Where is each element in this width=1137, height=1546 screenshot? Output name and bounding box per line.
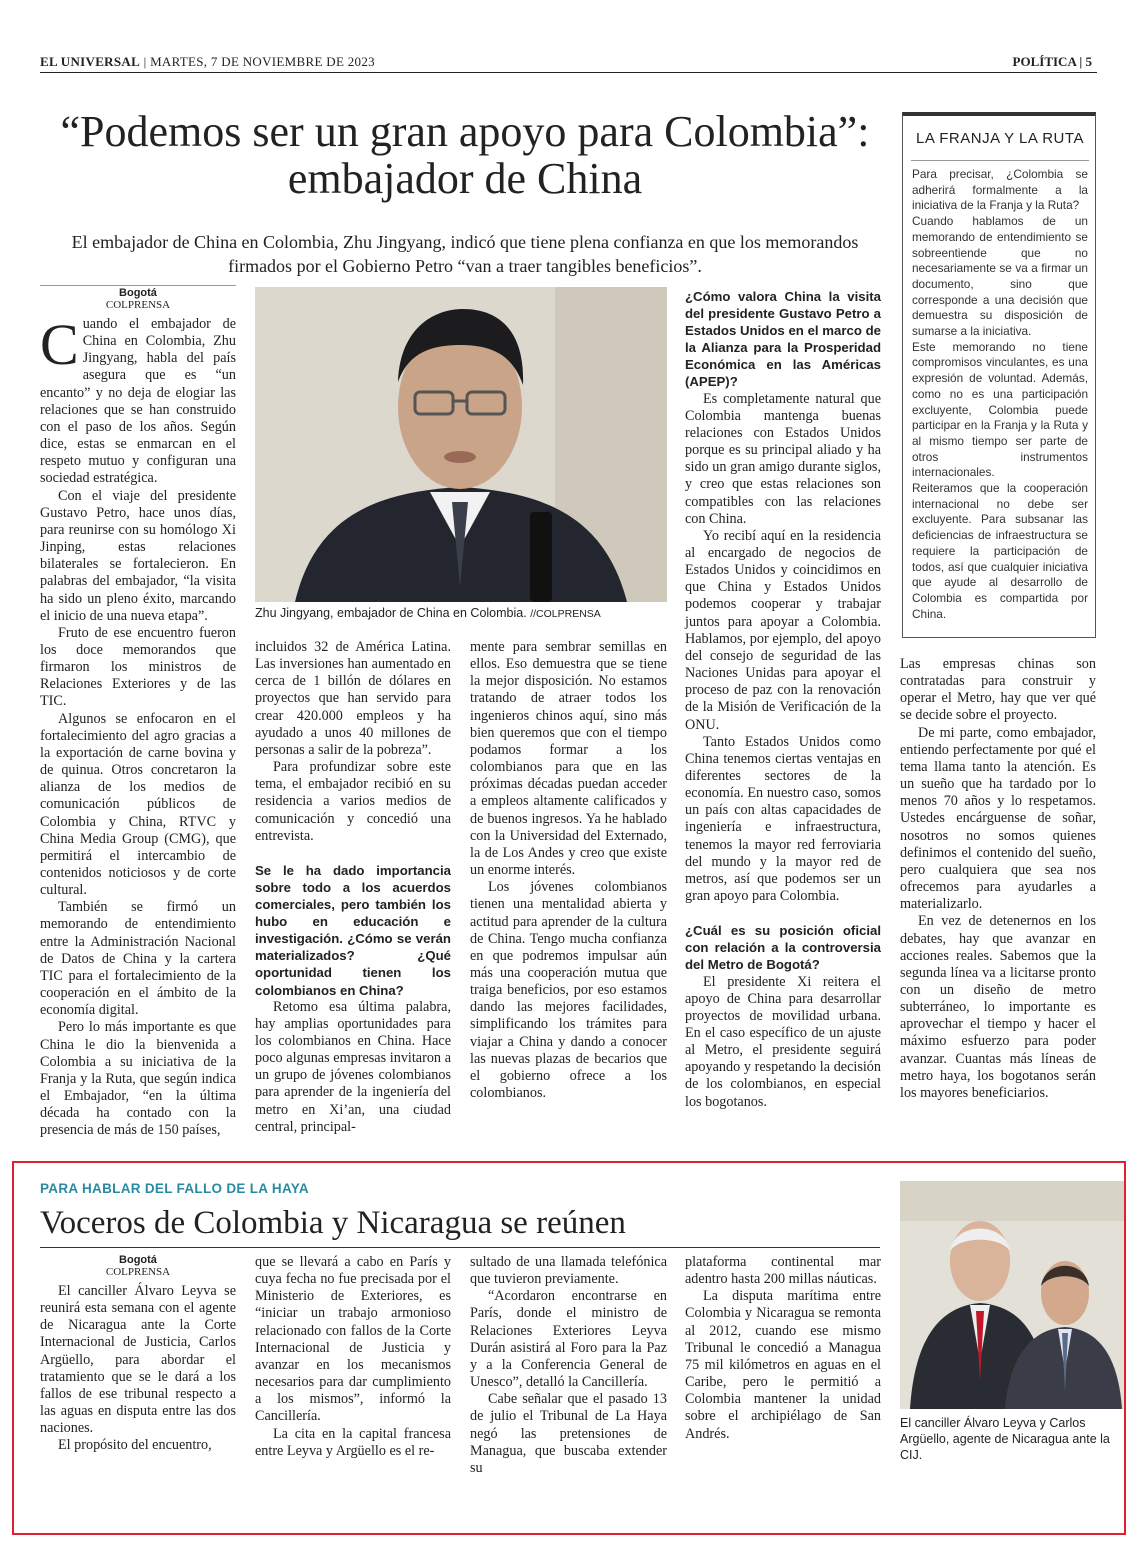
interview-question: ¿Cómo valora China la visita del presidente Gustavo Petro a Estados Unidos en el marco de la Alianza para la Prosperidad Económica en las Américas (APEP)? xyxy=(685,289,881,390)
byline-city: Bogotá xyxy=(119,1254,157,1266)
officials-photo xyxy=(900,1181,1124,1409)
sidebar-answer: Reiteramos que la cooperación internacional no debe ser excluyente. Para subsanar las deficiencias de infraestructura se requiere la participación de todos, así que cualquier iniciativa que ayude al desarrollo de Colombia es compartida por China. xyxy=(912,481,1088,621)
paragraph: El canciller Álvaro Leyva se reunirá esta semana con el agente de Nicaragua ante la Corte Internacional de Justicia, Carlos Argüello, para abordar el tratamiento que se le dará a los fallos de ese tribunal respecto a las aguas en disputa entre las dos naciones. xyxy=(40,1283,236,1437)
paragraph: incluidos 32 de América Latina. Las inversiones han aumentado en cerca de 1 billón de dólares en proyectos que han servido para crear 420.000 empleos y ha ayudado a unos 40 millones de personas a salir de la pobreza”. xyxy=(255,639,451,758)
paragraph: uando el embajador de China en Colombia, Zhu Jingyang, habla del país asegura que es “un encanto” y no deja de elogiar las relaciones que se han construido con el paso de los años. Según dice, estas se enmarcan en el respeto mutuo y configuran una sociedad estratégica. xyxy=(40,316,236,487)
sidebar-answer: Este memorando no tiene compromisos vinculantes, es una expresión de voluntad. Además, como no es una participación excluyente, Colombia puede participar en la Franja y la Ruta y al mismo tiempo ser parte de otros instrumentos internacionales. xyxy=(912,339,1088,480)
column-rule xyxy=(40,285,236,286)
article2-column-4 xyxy=(685,1254,881,1443)
article2-column-2 xyxy=(255,1254,451,1460)
interview-question: ¿Cuál es su posición oficial con relación a la controversia del Metro de Bogotá? xyxy=(685,923,881,973)
paragraph: “Acordaron encontrarse en París, donde el ministro de Relaciones Exteriores Leyva Durán asistirá al Foro para la Paz y a la Conferencia General de Unesco”, detalló la Cancillería. xyxy=(470,1288,667,1391)
edition-date: MARTES, 7 DE NOVIEMBRE DE 2023 xyxy=(150,54,375,69)
article2-column-3 xyxy=(470,1254,667,1477)
photo-caption xyxy=(255,606,670,622)
officials-photo-caption: El canciller Álvaro Leyva y Carlos Argüello, agente de Nicaragua ante la CIJ. xyxy=(900,1416,1110,1462)
article-column-1 xyxy=(40,287,236,1140)
paragraph: Tanto Estados Unidos como China tenemos ciertas ventajas en diferentes sectores de la economía. En nuestro caso, somos un país con altas capacidades de ingeniería e infraestructura, tenemos la mayor red ferroviaria del mundo y la mayor red de metros, así que podemos ser un gran apoyo para Colombia. xyxy=(685,733,881,905)
sidebar-body xyxy=(912,167,1088,622)
officials-illustration xyxy=(900,1181,1124,1409)
sidebar-box xyxy=(902,112,1096,638)
article2-headline: Voceros de Colombia y Nicaragua se reúnen xyxy=(40,1205,626,1241)
page-number: 5 xyxy=(1085,54,1092,69)
sidebar-question: Para precisar, ¿Colombia se adherirá formalmente a la iniciativa de la Franja y la Ruta? xyxy=(912,167,1088,213)
paragraph: Los jóvenes colombianos tienen una mentalidad abierta y actitud para aprender de la cultura de China. Tengo mucha confianza en que podremos impulsar aún más una cooperación mutua que traiga beneficios, por eso estamos dando las mejores facilidades, simplificando los trámites para viajar a China y dando a conocer las nuevas plazas de becarios que el gobierno ofrece a los colombianos. xyxy=(470,879,667,1102)
sidebar-answer: Cuando hablamos de un memorando de entendimiento se sobreentiende que no necesariamente se va a firmar un documento, sino que corresponde a una decisión que demuestra su disposición de sumarse a la iniciativa. xyxy=(912,214,1088,339)
paragraph: Yo recibí aquí en la residencia al encargado de negocios de Estados Unidos y coincidimos en que China y Estados Unidos podemos cooperar y trabajar juntos para apoyar a Colombia. Hablamos, por ejemplo, del apoyo del consejo de seguridad de las Naciones Unidas para apoyar el proceso de paz con la renovación de la Misión de Verificación de la ONU. xyxy=(685,527,881,733)
paragraph: Para profundizar sobre este tema, el embajador recibió en su residencia a varios medios de comunicación y concedió una entrevista. xyxy=(255,759,451,844)
section-label: POLÍTICA | 5 xyxy=(1012,54,1092,69)
paragraph: plataforma continental mar adentro hasta 200 millas náuticas. xyxy=(685,1254,881,1288)
paragraph: Retomo esa última palabra, hay amplias oportunidades para los colombianos en China. Hace poco algunas empresas invitaron a un grupo de jóvenes colombianos para aprender de la ingeniería del metro en Xi’an, una ciudad central, principal- xyxy=(255,998,451,1135)
paragraph: El propósito del encuentro, xyxy=(58,1437,212,1454)
sidebar-title: LA FRANJA Y LA RUTA xyxy=(916,130,1084,147)
byline-agency: COLPRENSA xyxy=(105,1266,171,1278)
byline-city: Bogotá xyxy=(119,287,157,299)
paragraph: Con el viaje del presidente Gustavo Petro, hace unos días, para reunirse con su homólogo Xi Jinping, estas relaciones bilaterales se fortalecieron. En palabras del embajador, “la visita ha sido un pleno éxito, marcando el inicio de una nueva etapa”. xyxy=(40,487,236,624)
paragraph: Las empresas chinas son contratadas para construir y operar el Metro, hay que ver qué se decide sobre el proyecto. xyxy=(900,656,1096,724)
paragraph: que se llevará a cabo en París y cuya fecha no fue precisada por el Ministerio de Exteriores, es “iniciar un trabajo armonioso relacionado con fallos de la Corte Internacional de Justicia y avanzar en los mecanismos necesarios para dar cumplimiento a los mismos”, informó la Cancillería. xyxy=(255,1254,451,1425)
paper-name: EL UNIVERSAL xyxy=(40,54,141,69)
paragraph: Es completamente natural que Colombia mantenga buenas relaciones con Estados Unidos porque es su principal aliado y ha sido un gran amigo durante siglos, y creo que estas relaciones son compatibles con las relaciones con China. xyxy=(685,390,881,527)
section-name: POLÍTICA xyxy=(1012,54,1077,69)
article2-divider xyxy=(40,1247,880,1248)
byline xyxy=(40,287,236,311)
byline-agency: COLPRENSA xyxy=(105,299,171,311)
paragraph: También se firmó un memorando de entendimiento entre la Administración Nacional de Datos de China y la cartera TIC para el fortalecimiento de la cooperación en el ámbito de la economía digital. xyxy=(40,899,236,1019)
article2-column-1 xyxy=(40,1254,236,1455)
sidebar-divider xyxy=(911,160,1089,161)
paragraph: Algunos se enfocaron en el fortalecimiento del agro gracias a la exportación de carne bovina y de quinua. Otros concretaron la alianza de los medios de comunicación públicos de Colombia y China, RTVC y China Media Group (CMG), que permitirá el intercambio de contenidos noticiosos y de corte cultural. xyxy=(40,710,236,899)
article2-kicker: PARA HABLAR DEL FALLO DE LA HAYA xyxy=(40,1181,309,1196)
paragraph: En vez de detenernos en los debates, hay que avanzar en acciones reales. Sabemos que la segunda línea va a licitarse pronto con un diseño de metro subterráneo, lo importante es aprovechar el tiempo y hacer el máximo esfuerzo para poder avanzar. Cuantas más líneas de metro haya, los bogotanos serán los mayores beneficiarios. xyxy=(900,913,1096,1101)
paragraph: El presidente Xi reitera el apoyo de China para desarrollar proyectos de movilidad urbana. En el caso específico de un ajuste al Metro, el presidente seguirá apoyando y respetando la decisión de los colombianos, en especial los bogotanos. xyxy=(685,973,881,1110)
paragraph: La disputa marítima entre Colombia y Nicaragua se remonta al 2012, cuando ese mismo Tribunal le concedió a Managua 75 mil kilómetros en aguas en el Caribe, pero le permitió a Colombia mantener la unidad sobre el archipiélago de San Andrés. xyxy=(685,1288,881,1442)
header-divider xyxy=(40,72,1097,73)
ambassador-photo xyxy=(255,287,667,602)
paragraph: Cabe señalar que el pasado 13 de julio el Tribunal de La Haya negó las pretensiones de Managua, que buscaba extender su xyxy=(470,1391,667,1476)
paragraph: sultado de una llamada telefónica que tuvieron previamente. xyxy=(470,1254,667,1288)
article-column-5 xyxy=(900,656,1096,1102)
byline xyxy=(40,1254,236,1278)
paragraph: De mi parte, como embajador, entiendo perfectamente por qué el tema llama tanto la atención. Es un sueño que ha tardado por lo menos 70 años y lo respetamos. Ustedes encárguense de soñar, nosotros no somos quienes definimos el contenido del sueño, pero cualquiera que sea nos ofrecemos para ayudarles a materializarlo. xyxy=(900,724,1096,913)
paragraph: Pero lo más importante es que China le dio la bienvenida a Colombia a su iniciativa de la Franja y la Ruta, que según indica el Embajador, “en la última década ha contado con la presencia de más de 150 países, xyxy=(40,1019,236,1139)
article-column-4 xyxy=(685,288,881,1111)
paragraph: mente para sembrar semillas en ellos. Eso demuestra que se tiene la mejor disposición. No estamos tratando de atraer todos los ingenieros chinos aquí, sino más bien queremos que con el tiempo podamos formar a los colombianos para que en las próximas décadas puedan acceder a empleos altamente calificados y de buenos ingresos. Ya he hablado con la Universidad del Externado, la de Los Andes y creo que existe un enorme interés. xyxy=(470,639,667,879)
drop-cap: C xyxy=(40,312,79,377)
paragraph: Fruto de ese encuentro fueron los doce memorandos que firmaron los ministros de Relaciones Exteriores y de las TIC. xyxy=(40,624,236,710)
photo-credit: //COLPRENSA xyxy=(530,608,601,620)
article-deck: El embajador de China en Colombia, Zhu Jingyang, indicó que tiene plena confianza en que los memorandos firmados por el Gobierno Petro “van a traer tangibles beneficios”. xyxy=(71,232,859,276)
masthead: EL UNIVERSAL | MARTES, 7 DE NOVIEMBRE DE 2023 xyxy=(40,54,375,69)
article-headline: “Podemos ser un gran apoyo para Colombia”: embajador de China xyxy=(60,107,870,203)
article-column-2 xyxy=(255,639,451,1136)
paragraph: La cita en la capital francesa entre Leyva y Argüello es el re- xyxy=(255,1425,451,1459)
caption-text: Zhu Jingyang, embajador de China en Colombia. xyxy=(255,606,527,620)
portrait-illustration xyxy=(255,287,667,602)
article-column-3 xyxy=(470,639,667,1102)
interview-question: Se le ha dado importancia sobre todo a los acuerdos comerciales, pero también los hubo en educación e investigación. ¿Cómo se verán materializados? ¿Qué oportunidad tienen los colombianos en China? xyxy=(255,862,451,998)
